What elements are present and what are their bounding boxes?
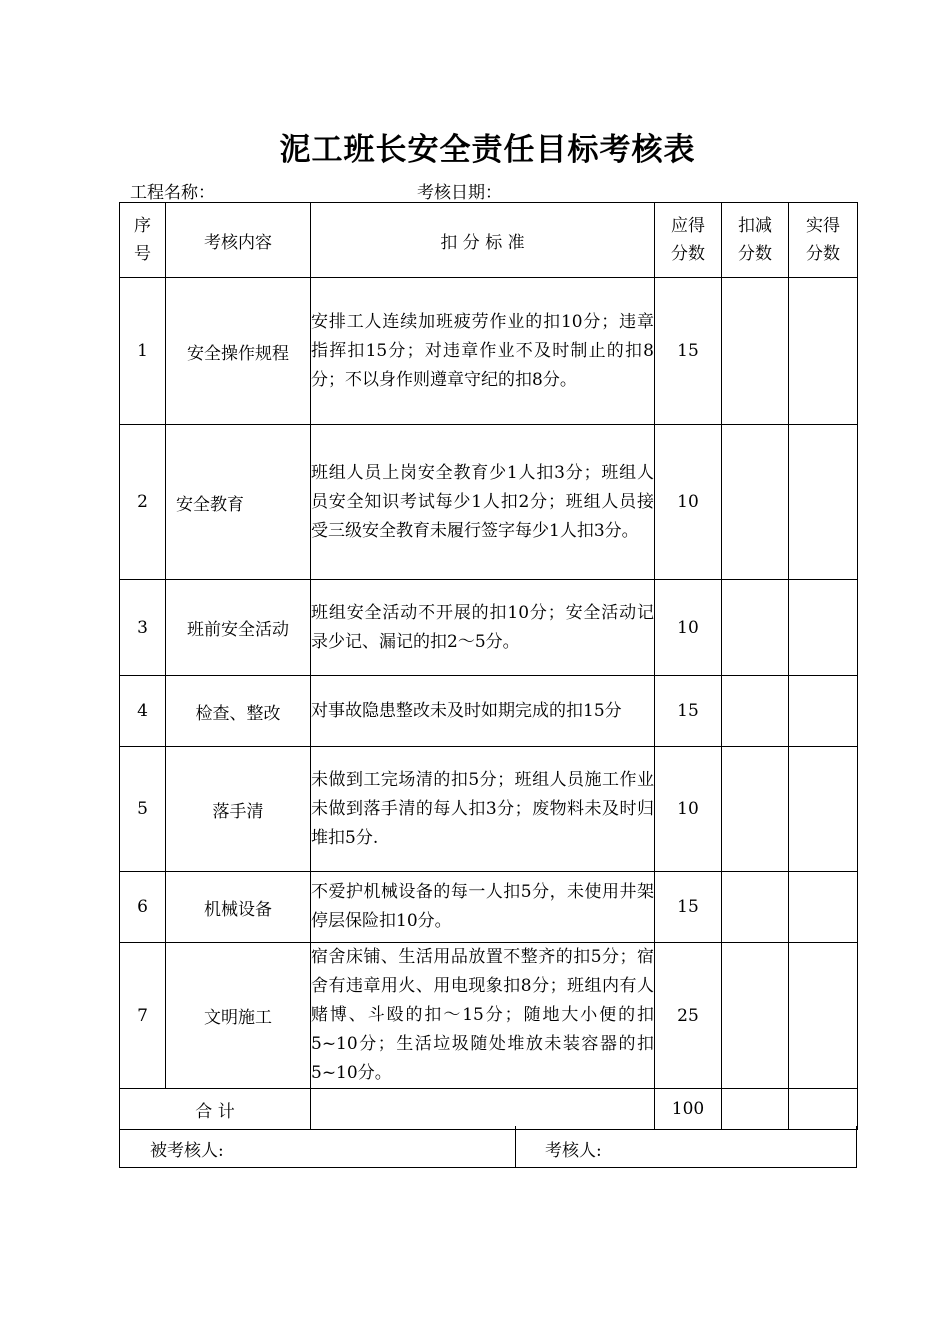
row-standard: 未做到工完场清的扣5分；班组人员施工作业未做到落手清的每人扣3分；废物料未及时归堆扣5分. [311,747,655,872]
signature-divider [515,1126,516,1167]
row-index: 6 [120,872,166,943]
row-deduct-cell[interactable] [722,872,789,943]
row-index: 7 [120,943,166,1089]
row-index: 1 [120,278,166,425]
row-actual-cell[interactable] [789,425,858,580]
row-actual-cell[interactable] [789,580,858,676]
total-row [120,1089,858,1130]
total-deduct-cell[interactable] [722,1089,789,1130]
row-item: 文明施工 [166,943,311,1089]
assessment-table [119,202,858,1130]
row-deduct-cell[interactable] [722,425,789,580]
row-index: 2 [120,425,166,580]
row-standard: 对事故隐患整改未及时如期完成的扣15分 [311,676,655,747]
project-name-label: 工程名称： [130,183,215,203]
row-due-score: 15 [655,872,722,943]
table-row [120,425,858,580]
total-score: 100 [655,1089,722,1130]
header-due-score: 应得分数 [655,203,722,278]
page-title: 泥工班长安全责任目标考核表 [279,132,696,168]
row-index: 4 [120,676,166,747]
row-actual-cell[interactable] [789,872,858,943]
row-deduct-cell[interactable] [722,278,789,425]
row-deduct-cell[interactable] [722,747,789,872]
row-item: 安全操作规程 [166,278,311,425]
row-actual-cell[interactable] [789,676,858,747]
row-item: 机械设备 [166,872,311,943]
total-actual-cell[interactable] [789,1089,858,1130]
header-content: 考核内容 [166,203,311,278]
row-standard: 宿舍床铺、生活用品放置不整齐的扣5分；宿舍有违章用火、用电现象扣8分；班组内有人赌博、斗殴的扣～15分；随地大小便的扣5~10分；生活垃圾随处堆放未装容器的扣5~10分。 [311,943,655,1089]
row-index: 5 [120,747,166,872]
row-deduct-cell[interactable] [722,943,789,1089]
table-row [120,580,858,676]
table-row [120,943,858,1089]
row-actual-cell[interactable] [789,943,858,1089]
row-due-score: 10 [655,425,722,580]
row-due-score: 10 [655,747,722,872]
examiner-label: 考核人: [545,1141,602,1161]
assessment-date-label: 考核日期： [417,183,502,203]
row-due-score: 25 [655,943,722,1089]
row-item: 落手清 [166,747,311,872]
signature-row [119,1126,857,1168]
row-standard: 不爱护机械设备的每一人扣5分，未使用井架停层保险扣10分。 [311,872,655,943]
row-due-score: 15 [655,278,722,425]
header-actual-score: 实得分数 [789,203,858,278]
row-index: 3 [120,580,166,676]
header-deduct-score: 扣减分数 [722,203,789,278]
row-actual-cell[interactable] [789,278,858,425]
examinee-label: 被考核人: [150,1141,224,1161]
total-label: 合 计 [120,1089,311,1130]
row-standard: 班组安全活动不开展的扣10分；安全活动记录少记、漏记的扣2～5分。 [311,580,655,676]
table-row [120,747,858,872]
row-deduct-cell[interactable] [722,580,789,676]
table-header-row [120,203,858,278]
row-due-score: 10 [655,580,722,676]
header-standard: 扣 分 标 准 [311,203,655,278]
table-row [120,872,858,943]
header-index: 序号 [120,203,166,278]
total-standard-cell [311,1089,655,1130]
row-standard: 班组人员上岗安全教育少1人扣3分；班组人员安全知识考试每少1人扣2分；班组人员接受三级安全教育未履行签字每少1人扣3分。 [311,425,655,580]
row-due-score: 15 [655,676,722,747]
row-item: 安全教育 [166,425,311,580]
row-deduct-cell[interactable] [722,676,789,747]
row-item: 检查、整改 [166,676,311,747]
table-row [120,676,858,747]
row-standard: 安排工人连续加班疲劳作业的扣10分；违章指挥扣15分；对违章作业不及时制止的扣8分；不以身作则遵章守纪的扣8分。 [311,278,655,425]
table-row [120,278,858,425]
row-item: 班前安全活动 [166,580,311,676]
row-actual-cell[interactable] [789,747,858,872]
